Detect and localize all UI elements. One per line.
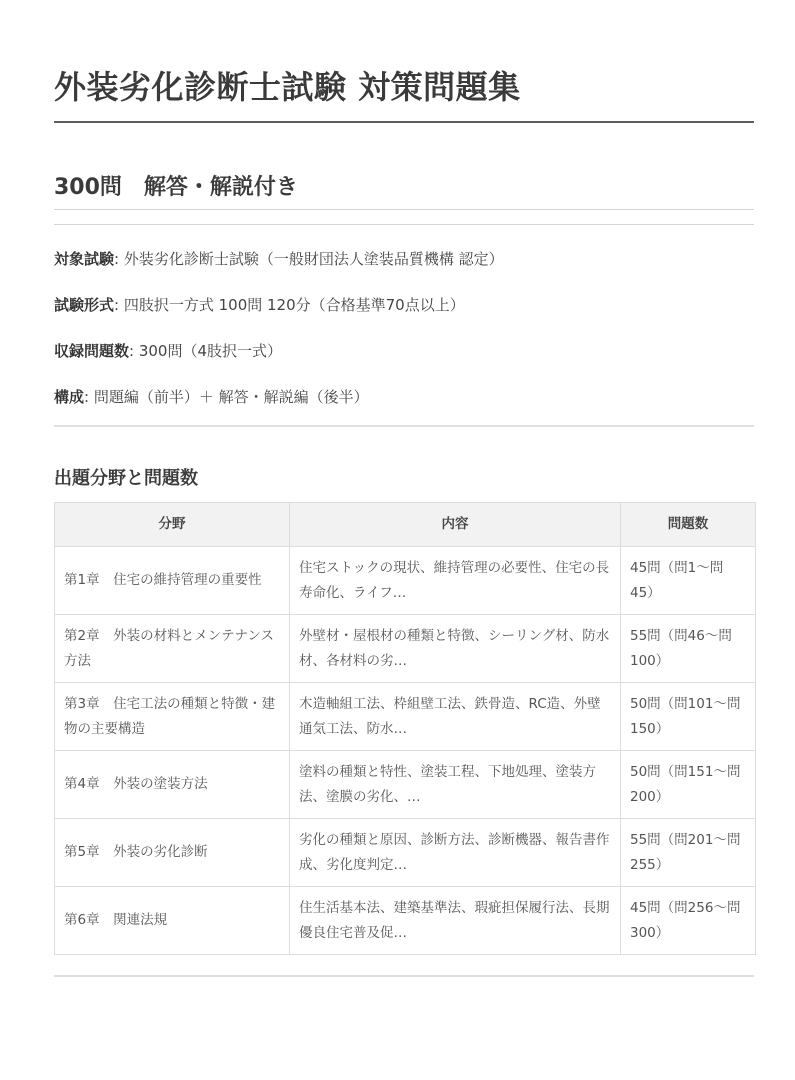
table-row [55, 547, 756, 615]
cell-count: 55問（問46〜問100） [621, 615, 756, 683]
cell-field: 第1章 住宅の維持管理の重要性 [55, 547, 290, 615]
cell-content: 住宅ストックの現状、維持管理の必要性、住宅の長寿命化、ライフ… [290, 547, 621, 615]
cell-count: 45問（問1〜問45） [621, 547, 756, 615]
info-label: 試験形式 [54, 296, 115, 314]
info-value: : 問題編（前半）＋ 解答・解説編（後半） [84, 388, 369, 406]
cell-count: 50問（問151〜問200） [621, 751, 756, 819]
cell-content: 塗料の種類と特性、塗装工程、下地処理、塗装方法、塗膜の劣化、… [290, 751, 621, 819]
cell-field: 第3章 住宅工法の種類と特徴・建物の主要構造 [55, 683, 290, 751]
header-field: 分野 [55, 503, 290, 547]
cell-count: 45問（問256〜問300） [621, 887, 756, 955]
table-row [55, 683, 756, 751]
table-header-row [55, 503, 756, 547]
info-value: : 四肢択一方式 100問 120分（合格基準70点以上） [114, 296, 465, 314]
cell-count: 55問（問201〜問255） [621, 819, 756, 887]
info-question-count [54, 340, 282, 361]
info-label: 収録問題数 [54, 342, 130, 360]
cell-field: 第5章 外装の劣化診断 [55, 819, 290, 887]
subtitle-divider-bottom [54, 224, 754, 225]
info-label: 対象試験 [54, 250, 115, 268]
info-target-exam [54, 248, 504, 269]
cell-count: 50問（問101〜問150） [621, 683, 756, 751]
header-count: 問題数 [621, 503, 756, 547]
cell-content: 劣化の種類と原因、診断方法、診断機器、報告書作成、劣化度判定… [290, 819, 621, 887]
info-divider [54, 425, 754, 427]
bottom-divider [54, 975, 754, 977]
info-exam-format [54, 294, 465, 315]
header-content: 内容 [290, 503, 621, 547]
cell-field: 第4章 外装の塗装方法 [55, 751, 290, 819]
table-row [55, 615, 756, 683]
info-value: : 外装劣化診断士試験（一般財団法人塗装品質機構 認定） [114, 250, 504, 268]
info-value: : 300問（4肢択一式） [129, 342, 283, 360]
table-row [55, 819, 756, 887]
cell-field: 第2章 外装の材料とメンテナンス方法 [55, 615, 290, 683]
cell-field: 第6章 関連法規 [55, 887, 290, 955]
title-divider [54, 121, 754, 123]
page-title: 外装劣化診断士試験 対策問題集 [54, 68, 521, 106]
cell-content: 木造軸組工法、枠組壁工法、鉄骨造、RC造、外壁通気工法、防水… [290, 683, 621, 751]
cell-content: 住生活基本法、建築基準法、瑕疵担保履行法、長期優良住宅普及促… [290, 887, 621, 955]
info-structure [54, 386, 369, 407]
page-subtitle: 300問 解答・解説付き [54, 175, 298, 200]
table-row [55, 887, 756, 955]
subtitle-divider-top [54, 209, 754, 210]
table-row [55, 751, 756, 819]
cell-content: 外壁材・屋根材の種類と特徴、シーリング材、防水材、各材料の劣… [290, 615, 621, 683]
info-label: 構成 [54, 388, 85, 406]
distribution-table [54, 502, 756, 955]
section-title: 出題分野と問題数 [54, 468, 198, 489]
